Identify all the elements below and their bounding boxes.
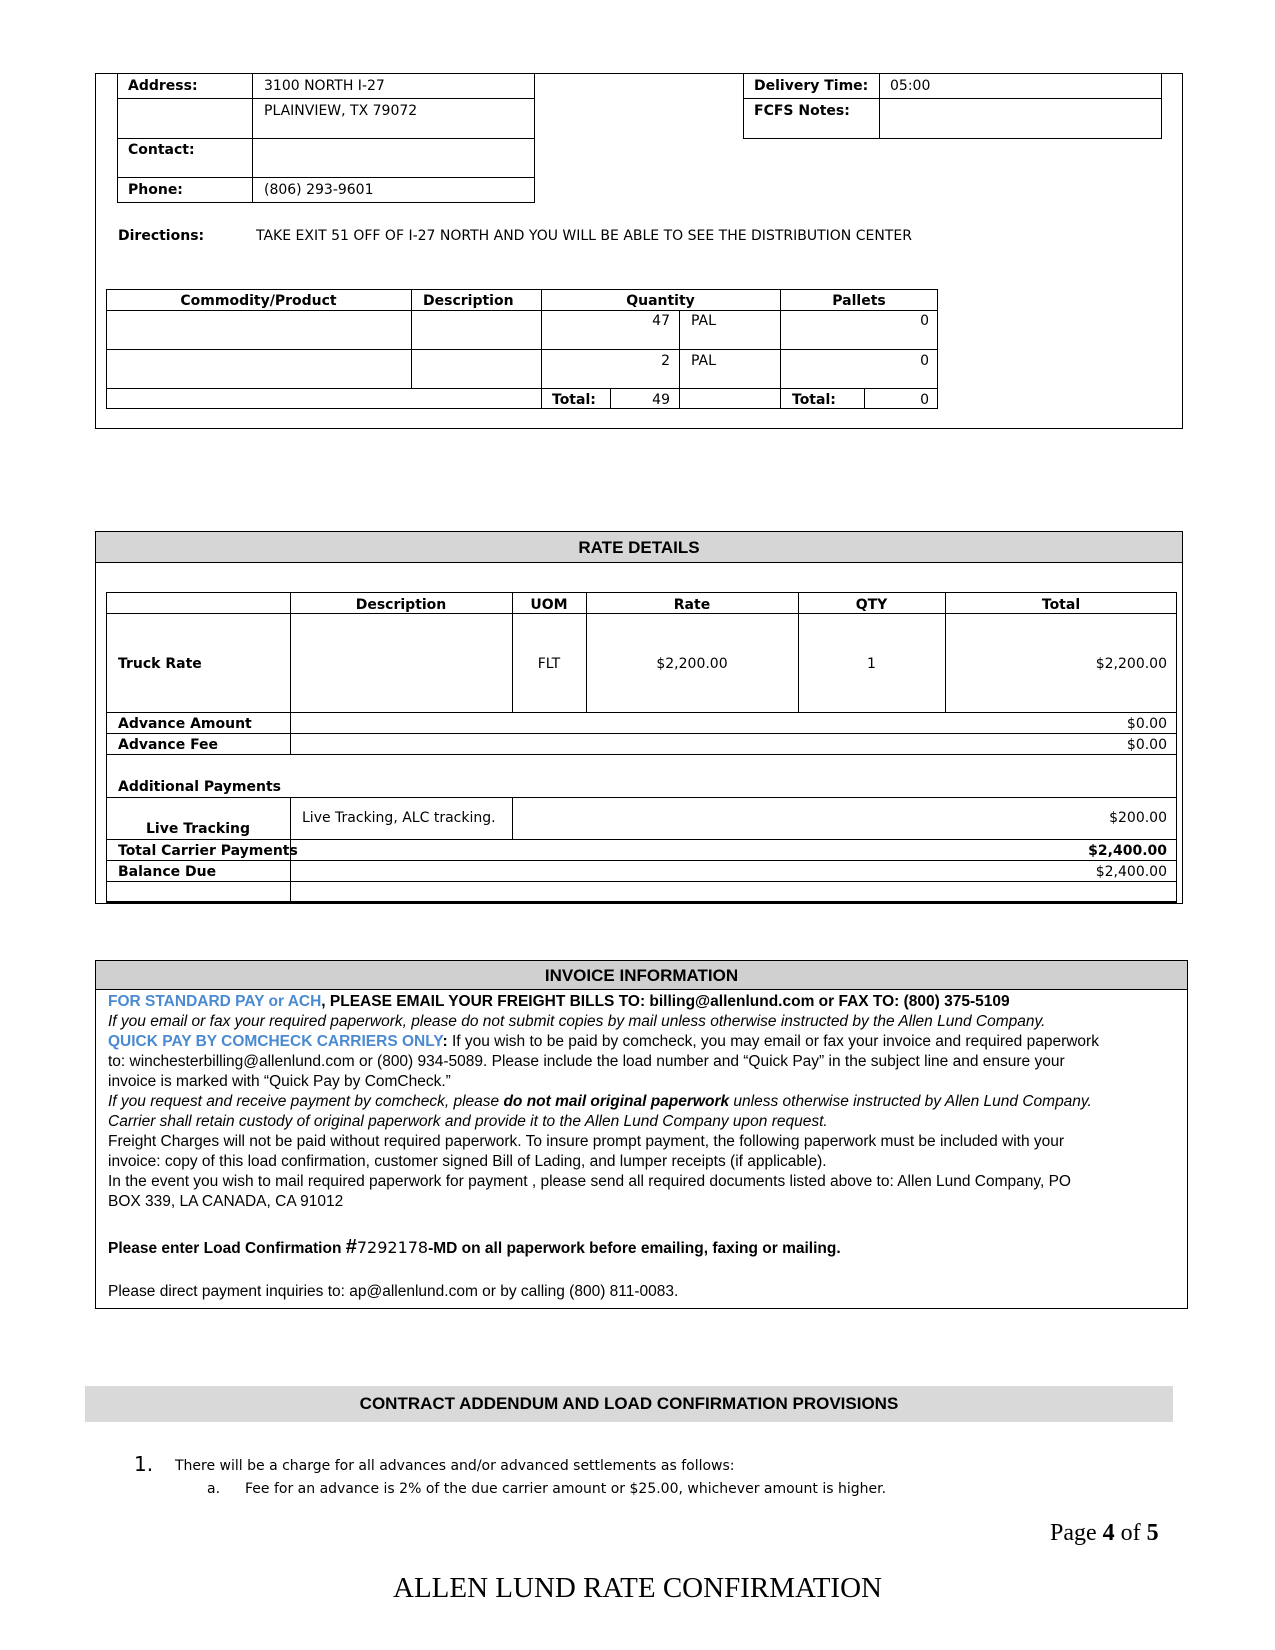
quick-pay-heading: QUICK PAY BY COMCHECK CARRIERS ONLY: [108, 1033, 443, 1050]
advance-amount-value: $0.00: [1126, 716, 1167, 732]
invoice-quick-pay: [108, 1032, 1193, 1052]
address-label: Address:: [128, 78, 198, 94]
commodity-row1-unit: PAL: [691, 313, 716, 329]
delivery-time-label: Delivery Time:: [754, 78, 869, 94]
load-number: 7292178: [356, 1238, 429, 1257]
address-line2: PLAINVIEW, TX 79072: [264, 103, 418, 119]
commodity-header-pallets: Pallets: [832, 293, 886, 309]
truck-rate-total: $2,200.00: [1095, 656, 1167, 672]
document-title: ALLEN LUND RATE CONFIRMATION: [393, 1572, 882, 1604]
fcfs-label: FCFS Notes:: [754, 103, 850, 119]
invoice-standard-pay: [108, 992, 1193, 1012]
invoice-no-mail-note: If you email or fax your required paperwork, please do not submit copies by mail unless otherwise instructed by the Allen Lund Company.: [108, 1013, 1046, 1030]
load-confirmation-post: -MD on all paperwork before emailing, faxing or mailing.: [428, 1240, 841, 1257]
comcheck-note-pre: If you request and receive payment by comcheck, please: [108, 1093, 504, 1110]
total-carrier-value: $2,400.00: [1088, 843, 1167, 859]
invoice-freight-note-1: Freight Charges will not be paid without required paperwork. To insure prompt payment, the following paperwork must be included with your: [108, 1133, 1065, 1150]
rate-header-rate: Rate: [673, 597, 711, 613]
commodity-header-description: Description: [423, 293, 514, 309]
live-tracking-label: Live Tracking: [146, 821, 250, 837]
advance-fee-label: Advance Fee: [118, 737, 219, 753]
commodity-row2-qty: 2: [661, 353, 670, 369]
total-carrier-label: Total Carrier Payments: [118, 843, 298, 859]
additional-payments-label: Additional Payments: [118, 779, 281, 795]
invoice-freight-note-2: invoice: copy of this load confirmation, customer signed Bill of Lading, and lumper receipts (if applicable).: [108, 1153, 827, 1170]
addendum-item1-text: There will be a charge for all advances and/or advanced settlements as follows:: [175, 1458, 735, 1474]
addendum-item1a-number: a.: [207, 1481, 221, 1497]
delivery-time-value: 05:00: [890, 78, 931, 94]
addendum-title: CONTRACT ADDENDUM AND LOAD CONFIRMATION PROVISIONS: [359, 1394, 899, 1413]
standard-pay-instructions: , PLEASE EMAIL YOUR FREIGHT BILLS TO: billing@allenlund.com or FAX TO: (800) 375-5109: [321, 993, 1010, 1010]
page-label: Page: [1050, 1520, 1103, 1546]
invoice-custody-note: Carrier shall retain custody of original paperwork and provide it to the Allen Lund Company upon request.: [108, 1113, 828, 1130]
invoice-title: INVOICE INFORMATION: [544, 966, 739, 985]
rate-details-title: RATE DETAILS: [578, 538, 700, 557]
truck-rate-rate: $2,200.00: [656, 656, 728, 672]
commodity-row2-pallets: 0: [920, 353, 929, 369]
quick-pay-instructions-2: to: winchesterbilling@allenlund.com or (800) 934-5089. Please include the load number and “Quick Pay” in the subject line and ensure your: [108, 1053, 1065, 1070]
invoice-mail-note-1: In the event you wish to mail required paperwork for payment , please send all required documents listed above to: Allen Lund Company, PO: [108, 1173, 1071, 1190]
invoice-load-confirmation: [108, 1237, 1193, 1259]
comcheck-note-bold: do not mail original paperwork: [503, 1093, 730, 1110]
commodity-total-qty: 49: [652, 392, 670, 408]
live-tracking-description: Live Tracking, ALC tracking.: [302, 810, 496, 826]
addendum-item1a-text: Fee for an advance is 2% of the due carrier amount or $25.00, whichever amount is higher.: [245, 1481, 887, 1497]
commodity-row1-pallets: 0: [920, 313, 929, 329]
phone-value: (806) 293-9601: [264, 182, 374, 198]
truck-rate-qty: 1: [867, 656, 876, 672]
load-hash: #: [345, 1236, 357, 1258]
quick-pay-instructions-1: If you wish to be paid by comcheck, you may email or fax your invoice and required paperwork: [447, 1033, 1099, 1050]
advance-fee-value: $0.00: [1126, 737, 1167, 753]
commodity-row1-qty: 47: [652, 313, 670, 329]
balance-due-label: Balance Due: [118, 864, 217, 880]
live-tracking-amount: $200.00: [1109, 810, 1167, 826]
addendum-item1-number: 1.: [134, 1452, 154, 1476]
page-total: 5: [1146, 1520, 1159, 1546]
standard-pay-heading: FOR STANDARD PAY or ACH: [108, 993, 322, 1010]
commodity-total-label: Total:: [552, 392, 596, 408]
invoice-comcheck-note: [108, 1092, 1193, 1112]
load-confirmation-pre: Please enter Load Confirmation: [108, 1240, 346, 1257]
rate-header-description: Description: [355, 597, 447, 613]
directions-value: TAKE EXIT 51 OFF OF I-27 NORTH AND YOU WILL BE ABLE TO SEE THE DISTRIBUTION CENTER: [256, 228, 912, 244]
commodity-header-product: Commodity/Product: [180, 293, 337, 309]
address-line1: 3100 NORTH I-27: [264, 78, 385, 94]
phone-label: Phone:: [128, 182, 183, 198]
invoice-mail-note-2: BOX 339, LA CANADA, CA 91012: [108, 1193, 344, 1210]
quick-pay-instructions-3: invoice is marked with “Quick Pay by ComCheck.”: [108, 1073, 451, 1090]
commodity-row2-unit: PAL: [691, 353, 716, 369]
rate-header-total: Total: [1041, 597, 1081, 613]
quick-pay-colon: :: [442, 1033, 448, 1050]
truck-rate-uom: FLT: [537, 656, 561, 672]
page-of: of: [1114, 1520, 1147, 1546]
page-current: 4: [1102, 1520, 1115, 1546]
pallets-total-label: Total:: [792, 392, 836, 408]
advance-amount-label: Advance Amount: [118, 716, 252, 732]
balance-due-value: $2,400.00: [1095, 864, 1167, 880]
comcheck-note-post: unless otherwise instructed by Allen Lund Company.: [729, 1093, 1092, 1110]
truck-rate-label: Truck Rate: [118, 656, 202, 672]
page-number: [1050, 1519, 1159, 1547]
invoice-inquiries: Please direct payment inquiries to: ap@allenlund.com or by calling (800) 811-0083.: [108, 1283, 679, 1300]
directions-label: Directions:: [118, 228, 205, 244]
commodity-header-quantity: Quantity: [626, 293, 695, 309]
pallets-total-value: 0: [920, 392, 929, 408]
rate-header-qty: QTY: [855, 597, 888, 613]
contact-label: Contact:: [128, 142, 195, 158]
rate-header-uom: UOM: [530, 597, 568, 613]
